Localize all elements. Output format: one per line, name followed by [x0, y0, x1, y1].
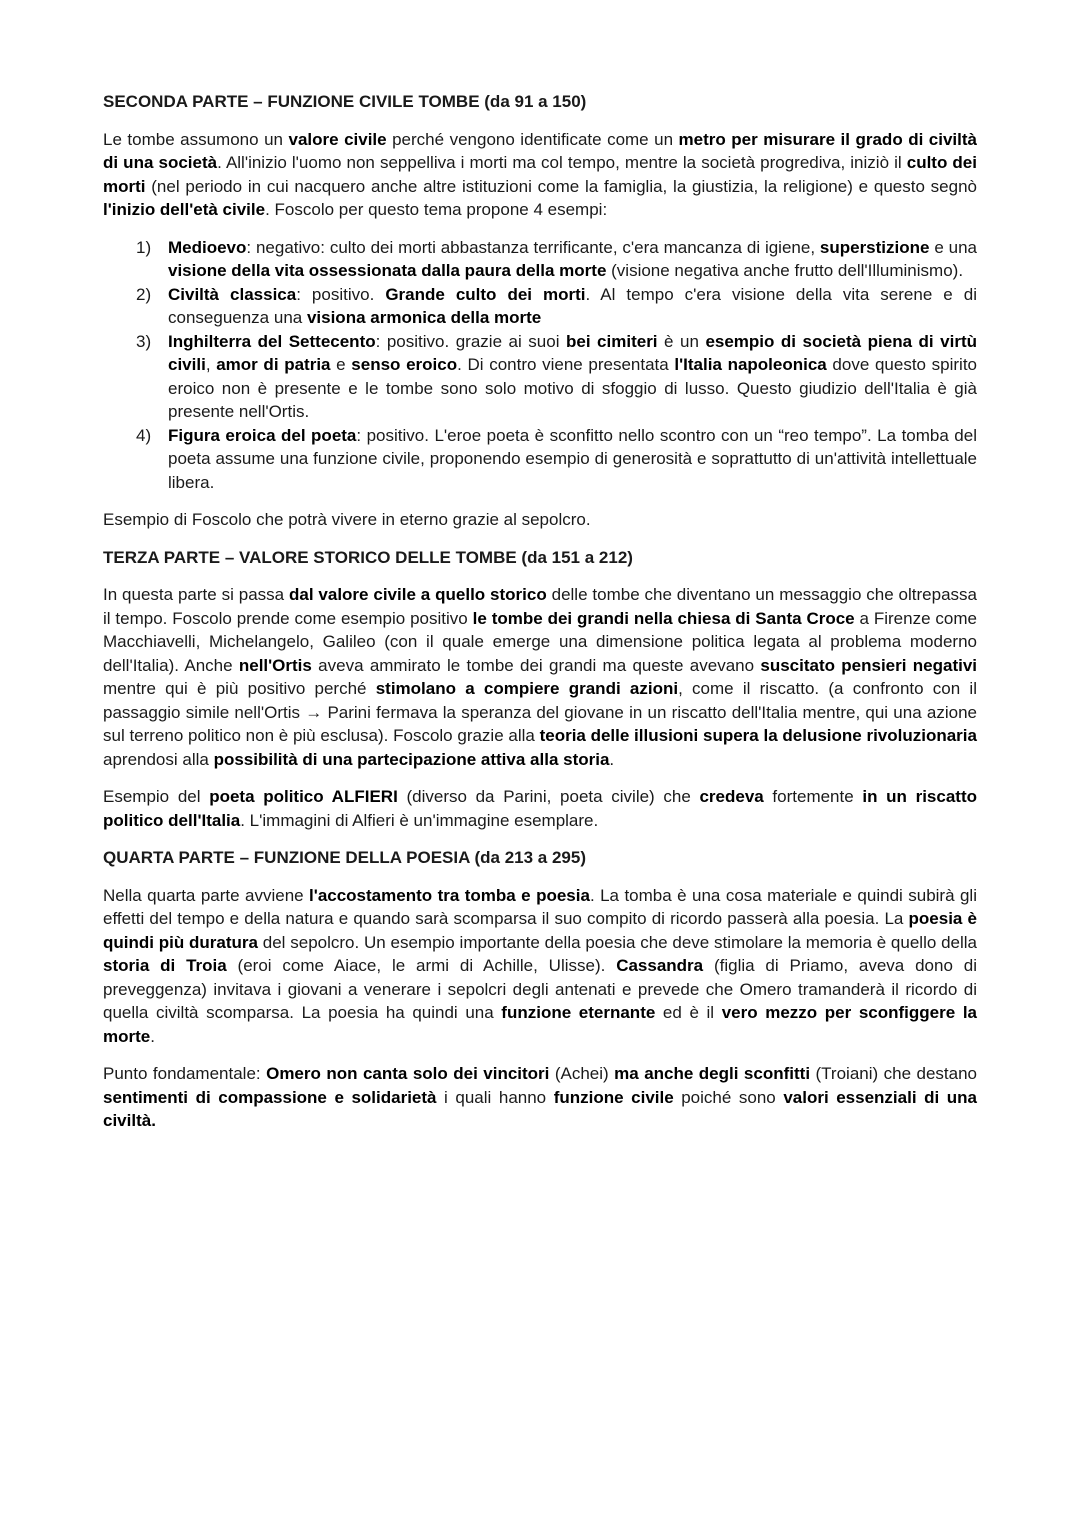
text-run: . All'inizio l'uomo non seppelliva i morti ma col tempo, mentre la società progrediva, iniziò il — [217, 153, 907, 172]
document-page — [103, 90, 977, 1147]
text-run: : negativo: culto dei morti abbastanza terrificante, c'era mancanza di igiene, — [246, 237, 820, 257]
bold-text: esempio di società piena di virtù civili — [168, 331, 977, 374]
text-run: . La tomba è una cosa materiale e quindi subirà gli effetti del tempo e della natura e quando sarà scomparsa il suo compito di ricordo passerà alla poesia. La — [103, 885, 977, 928]
bold-text: stimolano a compiere grandi azioni — [375, 679, 679, 698]
section-heading: QUARTA PARTE – FUNZIONE DELLA POESIA (da 213 a 295) — [103, 848, 587, 867]
text-run: (figlia di Priamo, aveva dono di preveggenza) invitava i giovani a venerare i sepolcri degli antenati e prevede che Omero tramanderà il ricordo di quella civiltà scomparsa. La poesia ha quindi una — [103, 956, 977, 1022]
bold-text: culto dei morti — [103, 153, 977, 196]
text-run: Punto fondamentale: — [103, 1064, 267, 1083]
text-run: a Firenze come Macchiavelli, Michelangelo, Galileo (con il quale emerge una dimensione politica legata al problema moderno dell'Italia). Anche — [103, 608, 977, 675]
bold-text: Cassandra — [616, 956, 704, 975]
paragraph — [103, 785, 977, 832]
section-quarta-parte — [103, 846, 977, 1133]
bold-text: visione della vita ossessionata dalla paura della morte — [168, 261, 607, 280]
bold-text: valore civile — [288, 129, 387, 149]
text-run: mentre qui è più positivo perché — [103, 679, 376, 698]
text-run: (Achei) — [549, 1064, 615, 1083]
bold-text: teoria delle illusioni supera la delusione rivoluzionaria — [539, 726, 977, 745]
paragraph — [103, 583, 977, 771]
bold-text: Civiltà classica — [168, 284, 297, 304]
text-run: Le tombe assumono un — [103, 129, 289, 149]
bold-text: poeta politico ALFIERI — [209, 787, 398, 806]
list-item-text — [168, 332, 977, 422]
bold-text: bei cimiteri — [565, 331, 658, 351]
bold-text: sentimenti di compassione e solidarietà — [103, 1087, 437, 1107]
list-item — [103, 236, 977, 283]
text-run: dove questo spirito eroico non è presente e le tombe sono solo motivo di sfoggio di lusso. Questo giudizio dell'Italia è già presente nell'Ortis. — [168, 355, 977, 421]
text-run: . Al tempo c'era visione della vita serene e di conseguenza una — [168, 284, 977, 327]
list-item — [103, 283, 977, 330]
bold-text: storia di Troia — [103, 956, 227, 975]
bold-text: metro per misurare il grado di civiltà di una società — [103, 129, 977, 172]
paragraph — [103, 884, 977, 1049]
bold-text: senso eroico — [351, 355, 458, 374]
section-heading: TERZA PARTE – VALORE STORICO DELLE TOMBE (da 151 a 212) — [103, 547, 633, 567]
text-run: : positivo. — [296, 284, 386, 304]
list-number: 1) — [136, 237, 152, 257]
text-run: , — [205, 355, 217, 374]
text-run: (diverso da Parini, poeta civile) che — [397, 787, 700, 806]
text-run: . Foscolo per questo tema propone 4 esempi: — [265, 200, 608, 219]
bold-text: possibilità di una partecipazione attiva alla storia — [213, 749, 610, 769]
text-run: e — [330, 355, 352, 374]
text-run: e una — [929, 237, 977, 257]
text-run: . — [150, 1026, 155, 1046]
list-item-text — [168, 426, 977, 492]
section-seconda-parte — [103, 90, 977, 532]
list-item — [103, 330, 977, 424]
bold-text: Figura eroica del poeta — [168, 425, 357, 445]
text-run: aveva ammirato le tombe dei grandi ma queste avevano — [311, 655, 761, 675]
text-run: (visione negativa anche frutto dell'Illuminismo). — [606, 261, 964, 280]
list-number: 2) — [136, 284, 152, 304]
text-run: : positivo. L'eroe poeta è sconfitto nello scontro con un “reo tempo”. La tomba del poeta assume una funzione civile, proponendo esempio di generosità e soprattutto di un'attività intellettuale libera. — [168, 425, 977, 492]
text-run: è un — [657, 331, 706, 351]
bold-text: l'accostamento tra tomba e poesia — [309, 885, 590, 905]
list-item-text — [168, 285, 977, 328]
bold-text: poesia è quindi più duratura — [103, 909, 977, 952]
bold-text: valori essenziali di una civiltà. — [103, 1087, 977, 1130]
text-run: . — [609, 749, 615, 769]
text-run: poiché sono — [673, 1087, 784, 1107]
text-run: del sepolcro. Un esempio importante della poesia che deve stimolare la memoria è quello della — [258, 932, 977, 952]
paragraph — [103, 128, 977, 222]
text-run: delle tombe che diventano un messaggio che oltrepassa il tempo. Foscolo prende come esempio positivo — [103, 585, 977, 628]
text-run: . L'immagini di Alfieri è un'immagine esemplare. — [240, 810, 599, 830]
bold-text: Inghilterra del Settecento — [168, 331, 376, 351]
text-run: (nel periodo in cui nacquero anche altre istituzioni come la famiglia, la giustizia, la religione) e questo segnò — [145, 176, 977, 196]
text-run: (eroi come Aiace, le armi di Achille, Ulisse). — [226, 956, 617, 975]
list-item — [103, 424, 977, 495]
list-number: 4) — [136, 425, 152, 445]
text-run: , come il riscatto. (a confronto con il passaggio simile nell'Ortis → Parini fermava la speranza del giovane in un riscatto dell'Italia mentre, qui una azione sul terreno politico non è più esclusa). Foscolo grazie alla — [103, 679, 977, 745]
bold-text: ma anche degli sconfitti — [614, 1064, 811, 1083]
text-run: : positivo. grazie ai suoi — [375, 331, 566, 351]
bold-text: amor di patria — [216, 355, 331, 374]
bold-text: l'inizio dell'età civile — [103, 200, 266, 219]
bold-text: visiona armonica della morte — [306, 308, 542, 327]
text-run: Nella quarta parte avviene — [103, 885, 310, 905]
bold-text: Grande culto dei morti — [385, 284, 586, 304]
bold-text: Omero non canta solo dei vincitori — [266, 1064, 550, 1083]
bold-text: funzione eternante — [501, 1003, 656, 1022]
text-run: aprendosi alla — [103, 749, 214, 769]
bold-text: in un riscatto politico dell'Italia — [103, 787, 978, 830]
bold-text: credeva — [699, 787, 764, 806]
bold-text: funzione civile — [553, 1087, 674, 1107]
section-heading: SECONDA PARTE – FUNZIONE CIVILE TOMBE (da 91 a 150) — [103, 92, 587, 111]
text-run: In questa parte si passa — [103, 585, 289, 604]
bold-text: dal valore civile a quello storico — [288, 585, 547, 604]
text-run: ed è il — [655, 1003, 722, 1022]
examples-list — [103, 236, 977, 495]
text-run: Esempio del — [103, 787, 210, 806]
bold-text: Medioevo — [168, 237, 247, 257]
text-run: i quali hanno — [436, 1087, 554, 1107]
section-terza-parte — [103, 546, 977, 833]
text-run: . Di contro viene presentata — [457, 355, 675, 374]
bold-text: nell'Ortis — [238, 655, 312, 675]
bold-text: suscitato pensieri negativi — [760, 655, 978, 675]
text-run: (Troiani) che destano — [810, 1064, 977, 1083]
paragraph — [103, 508, 977, 532]
list-number: 3) — [136, 331, 152, 351]
text-run: perché vengono identificate come un — [386, 129, 679, 149]
text-run: fortemente — [763, 787, 863, 806]
paragraph — [103, 1062, 977, 1133]
bold-text: vero mezzo per sconfiggere la morte — [103, 1003, 977, 1046]
bold-text: l'Italia napoleonica — [674, 355, 827, 374]
bold-text: le tombe dei grandi nella chiesa di Santa Croce — [472, 608, 855, 628]
text-run: Esempio di Foscolo che potrà vivere in eterno grazie al sepolcro. — [103, 510, 591, 529]
list-item-text — [168, 238, 977, 281]
bold-text: superstizione — [819, 237, 930, 257]
